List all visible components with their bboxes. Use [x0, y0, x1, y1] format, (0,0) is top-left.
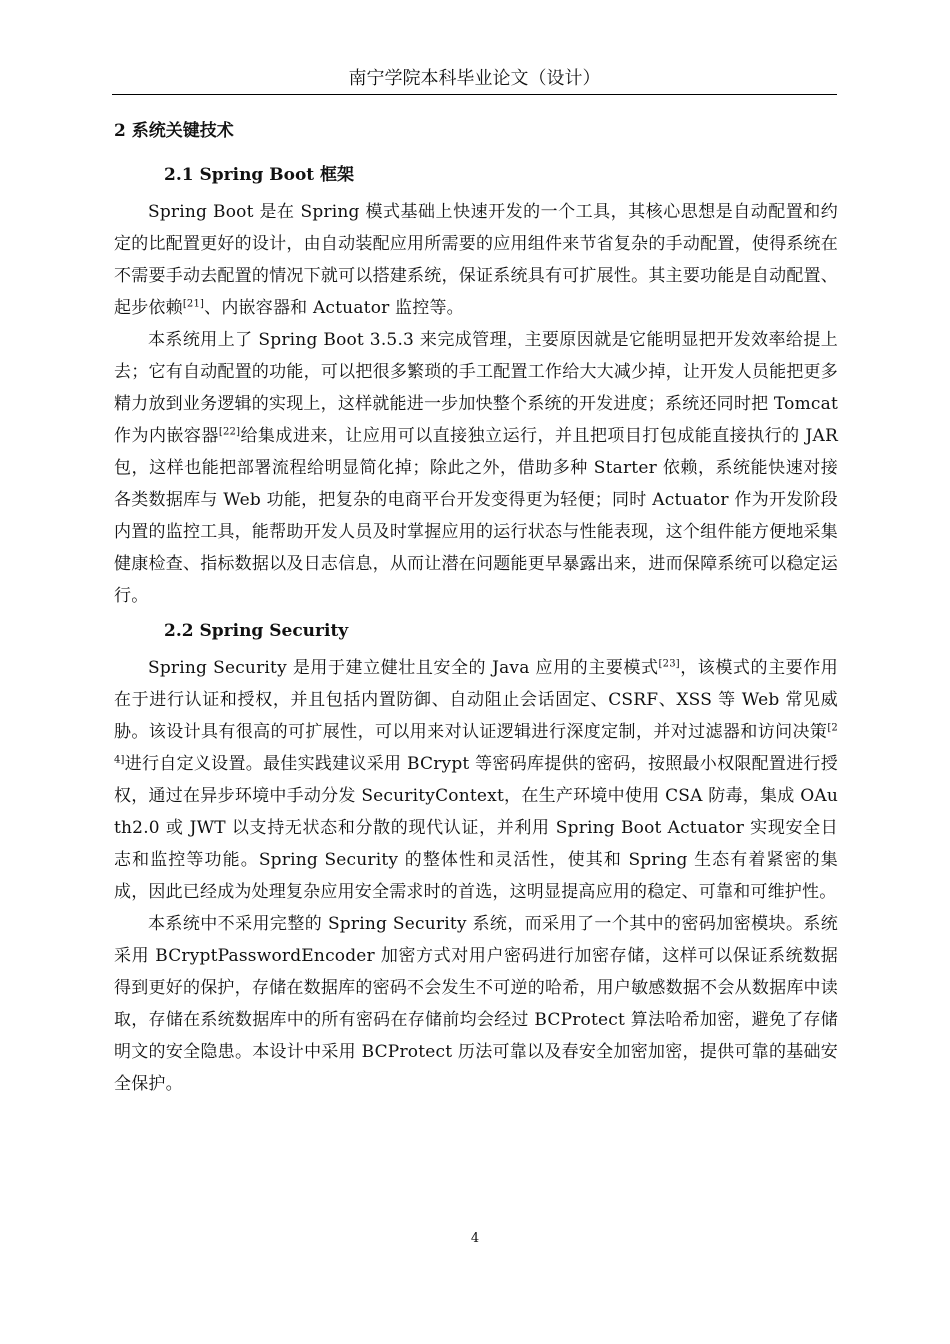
subsection-heading-2-1: 2.1 Spring Boot 框架 — [164, 165, 355, 185]
page-body — [114, 116, 838, 1100]
paragraph-text: 进行自定义设置。最佳实践建议采用 BCrypt 等密码库提供的密码，按照最小权限配置进行授权，通过在异步环境中手动分发 SecurityContext，在生产环境中使用 CSA 防毒，集成 OAuth2.0 或 JWT 以支持无状态和分散的现代认证，并利用 Spring Boot Actuator 实现安全日志和监控等功能。Spring Security 的整体性和灵活性，使其和 Spring 生态有着紧密的集成，因此已经成为处理复杂应用安全需求时的首选，这明显提高应用的稳定、可靠和可维护性。 — [114, 754, 838, 902]
paragraph — [114, 324, 838, 612]
section-heading: 2 系统关键技术 — [114, 121, 234, 141]
header-rule — [112, 94, 837, 95]
subsection-heading-2-2: 2.2 Spring Security — [164, 621, 349, 641]
paragraph-text: Spring Boot 是在 Spring 模式基础上快速开发的一个工具，其核心思想是自动配置和约定的比配置更好的设计，由自动装配应用所需要的应用组件来节省复杂的手动配置，使得系统在不需要手动去配置的情况下就可以搭建系统，保证系统具有可扩展性。其主要功能是自动配置、起步依赖 — [114, 202, 838, 318]
paragraph-text: ，该模式的主要作用在于进行认证和授权，并且包括内置防御、自动阻止会话固定、CSRF、XSS 等 Web 常见威胁。该设计具有很高的可扩展性，可以用来对认证逻辑进行深度定制，并对过滤器和访问决策 — [114, 658, 838, 742]
citation-ref: [21] — [182, 298, 205, 310]
citation-ref: [23] — [658, 658, 680, 670]
citation-ref: [22] — [218, 426, 241, 438]
paragraph: 本系统中不采用完整的 Spring Security 系统，而采用了一个其中的密码加密模块。系统采用 BCryptPasswordEncoder 加密方式对用户密码进行加密存储，这样可以保证系统数据得到更好的保护，存储在数据库的密码不会发生不可逆的哈希，用户敏感数据不会从数据库中读取，存储在系统数据库中的所有密码在存储前均会经过 BCProtect 算法哈希加密，避免了存储明文的安全隐患。本设计中采用 BCProtect 历法可靠以及春安全加密加密，提供可靠的基础安全保护。 — [114, 914, 838, 1094]
paragraph-text: Spring Security 是用于建立健壮且安全的 Java 应用的主要模式 — [148, 658, 659, 678]
paragraph-text: 本系统用上了 Spring Boot 3.5.3 来完成管理，主要原因就是它能明显把开发效率给提上去；它有自动配置的功能，可以把很多繁琐的手工配置工作给大大减少掉，让开发人员能把更多精力放到业务逻辑的实现上，这样就能进一步加快整个系统的开发进度；系统还同时把 Tomcat 作为内嵌容器 — [114, 330, 838, 446]
paragraph — [114, 652, 838, 908]
citation-ref: [24] — [114, 722, 838, 766]
paragraph-text: 给集成进来，让应用可以直接独立运行，并且把项目打包成能直接执行的 JAR 包，这样也能把部署流程给明显简化掉；除此之外，借助多种 Starter 依赖，系统能快速对接各类数据库与 Web 功能，把复杂的电商平台开发变得更为轻便；同时 Actuator 作为开发阶段内置的监控工具，能帮助开发人员及时掌握应用的运行状态与性能表现，这个组件能方便地采集健康检查、指标数据以及日志信息，从而让潜在问题能更早暴露出来，进而保障系统可以稳定运行。 — [114, 426, 839, 606]
paragraph-text: 、内嵌容器和 Actuator 监控等。 — [204, 298, 464, 318]
paragraph — [114, 196, 838, 324]
page-number: 4 — [470, 1231, 480, 1246]
page-header: 南宁学院本科毕业论文（设计） — [348, 68, 601, 89]
